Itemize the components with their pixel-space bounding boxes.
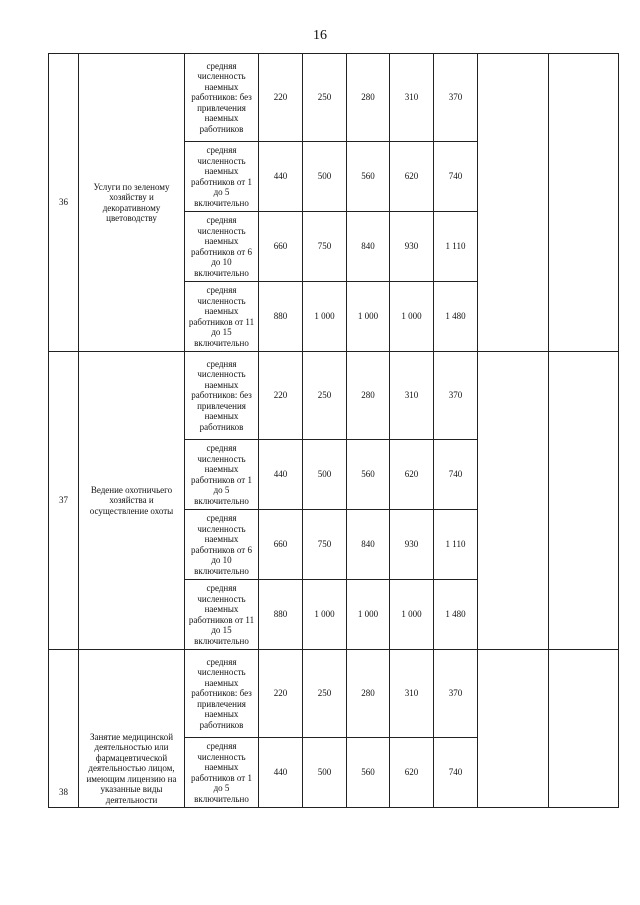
value-cell: 1 000	[347, 282, 390, 352]
row-number: 37	[49, 352, 79, 650]
value-cell: 280	[347, 352, 390, 440]
value-cell: 280	[347, 650, 390, 738]
value-cell: 250	[303, 54, 347, 142]
value-cell: 500	[303, 142, 347, 212]
value-cell: 1 000	[390, 282, 434, 352]
value-cell: 930	[390, 510, 434, 580]
value-cell: 220	[259, 54, 303, 142]
value-cell: 930	[390, 212, 434, 282]
value-cell: 620	[390, 738, 434, 808]
value-cell: 840	[347, 212, 390, 282]
value-cell: 250	[303, 352, 347, 440]
value-cell: 1 000	[303, 580, 347, 650]
table-row	[49, 650, 619, 738]
staff-condition: средняя численность наемных работников от 1 до 5 включительно	[185, 142, 259, 212]
value-cell: 740	[434, 142, 478, 212]
value-cell: 740	[434, 738, 478, 808]
value-cell: 1 000	[347, 580, 390, 650]
value-cell: 440	[259, 142, 303, 212]
value-cell: 740	[434, 440, 478, 510]
empty-cell	[549, 54, 619, 352]
table-row	[49, 352, 619, 440]
value-cell: 840	[347, 510, 390, 580]
row-number: 36	[49, 54, 79, 352]
value-cell: 1 000	[390, 580, 434, 650]
value-cell: 560	[347, 142, 390, 212]
value-cell: 660	[259, 212, 303, 282]
value-cell: 880	[259, 282, 303, 352]
value-cell: 370	[434, 650, 478, 738]
staff-condition: средняя численность наемных работников: без привлечения наемных работников	[185, 650, 259, 738]
empty-cell	[478, 352, 549, 650]
value-cell: 370	[434, 352, 478, 440]
value-cell: 1 480	[434, 580, 478, 650]
empty-cell	[549, 352, 619, 650]
value-cell: 280	[347, 54, 390, 142]
value-cell: 250	[303, 650, 347, 738]
value-cell: 1 480	[434, 282, 478, 352]
value-cell: 620	[390, 440, 434, 510]
value-cell: 220	[259, 650, 303, 738]
table-row	[49, 54, 619, 142]
staff-condition: средняя численность наемных работников от 6 до 10 включительно	[185, 510, 259, 580]
page-number: 16	[313, 28, 327, 43]
staff-condition: средняя численность наемных работников: без привлечения наемных работников	[185, 352, 259, 440]
value-cell: 620	[390, 142, 434, 212]
activity-name: Услуги по зеленому хозяйству и декоративному цветоводству	[79, 54, 185, 352]
value-cell: 1 000	[303, 282, 347, 352]
empty-cell	[478, 54, 549, 352]
staff-condition: средняя численность наемных работников от 11 до 15 включительно	[185, 580, 259, 650]
staff-condition: средняя численность наемных работников от 11 до 15 включительно	[185, 282, 259, 352]
value-cell: 660	[259, 510, 303, 580]
value-cell: 310	[390, 352, 434, 440]
value-cell: 440	[259, 440, 303, 510]
staff-condition: средняя численность наемных работников от 1 до 5 включительно	[185, 738, 259, 808]
value-cell: 220	[259, 352, 303, 440]
staff-condition: средняя численность наемных работников: без привлечения наемных работников	[185, 54, 259, 142]
value-cell: 500	[303, 440, 347, 510]
value-cell: 440	[259, 738, 303, 808]
value-cell: 560	[347, 738, 390, 808]
value-cell: 880	[259, 580, 303, 650]
value-cell: 1 110	[434, 510, 478, 580]
value-cell: 1 110	[434, 212, 478, 282]
value-cell: 750	[303, 212, 347, 282]
value-cell: 310	[390, 54, 434, 142]
value-cell: 500	[303, 738, 347, 808]
staff-condition: средняя численность наемных работников от 6 до 10 включительно	[185, 212, 259, 282]
activity-name: Занятие медицинской деятельностью или фармацевтической деятельностью лицом, имеющим лицензию на указанные виды деятельности	[79, 650, 185, 808]
tax-rate-table	[48, 53, 619, 808]
value-cell: 750	[303, 510, 347, 580]
value-cell: 310	[390, 650, 434, 738]
value-cell: 370	[434, 54, 478, 142]
empty-cell	[549, 650, 619, 808]
empty-cell	[478, 650, 549, 808]
value-cell: 560	[347, 440, 390, 510]
staff-condition: средняя численность наемных работников от 1 до 5 включительно	[185, 440, 259, 510]
activity-name: Ведение охотничьего хозяйства и осуществление охоты	[79, 352, 185, 650]
row-number: 38	[49, 650, 79, 808]
